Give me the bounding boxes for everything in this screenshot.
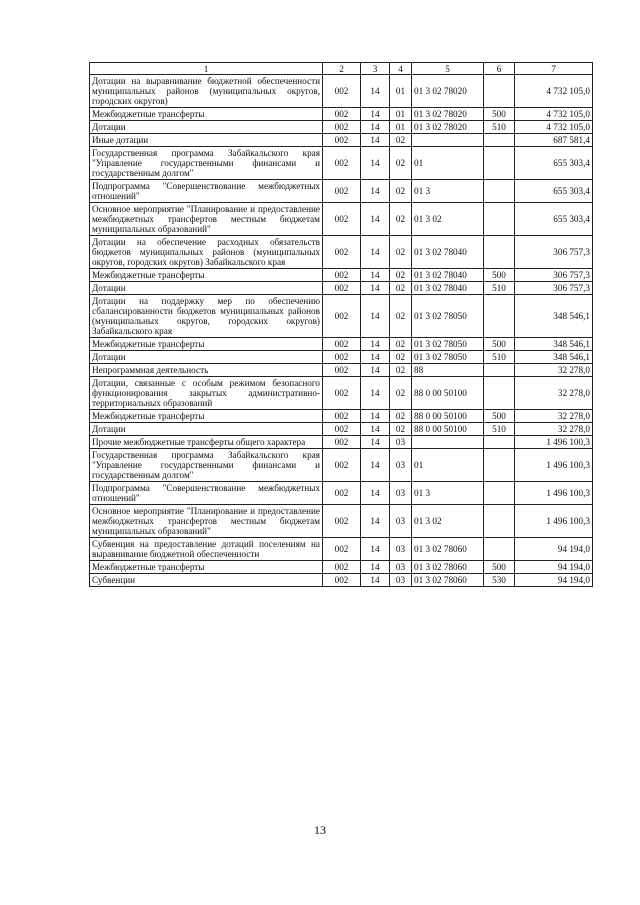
row-name-cell: Подпрограмма "Совершенствование межбюджетных отношений": [90, 180, 323, 203]
table-row: [90, 147, 593, 180]
expense-type-cell: 510: [484, 121, 515, 134]
target-article-cell: 01 3 02 78060: [412, 574, 484, 587]
table-header-row: [90, 63, 593, 75]
section-code-cell: 14: [361, 75, 390, 108]
row-name-cell: Дотации на обеспечение расходных обязательств бюджетов муниципальных районов (муниципальных округов, городских округов) Забайкальского края: [90, 236, 323, 269]
admin-code-cell: 002: [323, 505, 361, 538]
table-row: [90, 574, 593, 587]
expense-type-cell: [484, 147, 515, 180]
table-row: [90, 449, 593, 482]
section-code-cell: 14: [361, 180, 390, 203]
table-row: [90, 269, 593, 282]
admin-code-cell: 002: [323, 180, 361, 203]
subsection-code-cell: 02: [390, 377, 412, 410]
section-code-cell: 14: [361, 574, 390, 587]
target-article-cell: [412, 436, 484, 449]
target-article-cell: 88: [412, 364, 484, 377]
admin-code-cell: 002: [323, 121, 361, 134]
section-code-cell: 14: [361, 269, 390, 282]
section-code-cell: 14: [361, 538, 390, 561]
subsection-code-cell: 03: [390, 561, 412, 574]
admin-code-cell: 002: [323, 338, 361, 351]
amount-cell: 687 581,4: [515, 134, 593, 147]
amount-cell: 32 278,0: [515, 410, 593, 423]
amount-cell: 1 496 100,3: [515, 436, 593, 449]
table-row: [90, 364, 593, 377]
table-row: [90, 203, 593, 236]
section-code-cell: 14: [361, 436, 390, 449]
expense-type-cell: 500: [484, 108, 515, 121]
column-header: 5: [412, 63, 484, 75]
table-row: [90, 482, 593, 505]
subsection-code-cell: 01: [390, 121, 412, 134]
expense-type-cell: 510: [484, 351, 515, 364]
column-header: 2: [323, 63, 361, 75]
row-name-cell: Государственная программа Забайкальского края "Управление государственными финансами и государственным долгом": [90, 449, 323, 482]
section-code-cell: 14: [361, 108, 390, 121]
row-name-cell: Основное мероприятие "Планирование и предоставление межбюджетных трансфертов местным бюджетам муниципальных образований": [90, 203, 323, 236]
row-name-cell: Непрограммная деятельность: [90, 364, 323, 377]
section-code-cell: 14: [361, 282, 390, 295]
target-article-cell: 01 3 02 78040: [412, 236, 484, 269]
table-row: [90, 282, 593, 295]
expense-type-cell: [484, 203, 515, 236]
subsection-code-cell: 02: [390, 338, 412, 351]
column-header: 1: [90, 63, 323, 75]
table-row: [90, 338, 593, 351]
table-row: [90, 538, 593, 561]
section-code-cell: 14: [361, 203, 390, 236]
admin-code-cell: 002: [323, 147, 361, 180]
subsection-code-cell: 02: [390, 364, 412, 377]
admin-code-cell: 002: [323, 436, 361, 449]
amount-cell: 1 496 100,3: [515, 449, 593, 482]
table-body: [90, 75, 593, 587]
admin-code-cell: 002: [323, 134, 361, 147]
section-code-cell: 14: [361, 505, 390, 538]
admin-code-cell: 002: [323, 410, 361, 423]
section-code-cell: 14: [361, 410, 390, 423]
section-code-cell: 14: [361, 482, 390, 505]
expense-type-cell: [484, 134, 515, 147]
target-article-cell: 01 3 02: [412, 505, 484, 538]
amount-cell: 32 278,0: [515, 423, 593, 436]
amount-cell: 32 278,0: [515, 364, 593, 377]
target-article-cell: 01 3 02 78050: [412, 351, 484, 364]
subsection-code-cell: 01: [390, 108, 412, 121]
table-row: [90, 561, 593, 574]
target-article-cell: 01 3: [412, 482, 484, 505]
section-code-cell: 14: [361, 338, 390, 351]
expense-type-cell: 530: [484, 574, 515, 587]
admin-code-cell: 002: [323, 203, 361, 236]
admin-code-cell: 002: [323, 269, 361, 282]
table-row: [90, 75, 593, 108]
target-article-cell: 01 3 02 78020: [412, 108, 484, 121]
target-article-cell: 01: [412, 147, 484, 180]
row-name-cell: Субвенции: [90, 574, 323, 587]
admin-code-cell: 002: [323, 574, 361, 587]
expense-type-cell: [484, 364, 515, 377]
budget-table: [89, 62, 593, 587]
row-name-cell: Дотации, связанные с особым режимом безопасного функционирования закрытых административно-территориальных образований: [90, 377, 323, 410]
subsection-code-cell: 02: [390, 147, 412, 180]
target-article-cell: 01 3 02 78040: [412, 282, 484, 295]
admin-code-cell: 002: [323, 377, 361, 410]
amount-cell: 655 303,4: [515, 180, 593, 203]
expense-type-cell: [484, 505, 515, 538]
subsection-code-cell: 02: [390, 295, 412, 338]
section-code-cell: 14: [361, 236, 390, 269]
admin-code-cell: 002: [323, 561, 361, 574]
table-row: [90, 377, 593, 410]
subsection-code-cell: 02: [390, 351, 412, 364]
row-name-cell: Дотации: [90, 121, 323, 134]
table-row: [90, 121, 593, 134]
row-name-cell: Субвенция на предоставление дотаций поселениям на выравнивание бюджетной обеспеченности: [90, 538, 323, 561]
target-article-cell: 88 0 00 50100: [412, 377, 484, 410]
subsection-code-cell: 02: [390, 269, 412, 282]
amount-cell: 655 303,4: [515, 203, 593, 236]
row-name-cell: Межбюджетные трансферты: [90, 410, 323, 423]
row-name-cell: Межбюджетные трансферты: [90, 338, 323, 351]
subsection-code-cell: 03: [390, 449, 412, 482]
amount-cell: 94 194,0: [515, 538, 593, 561]
row-name-cell: Дотации: [90, 423, 323, 436]
section-code-cell: 14: [361, 364, 390, 377]
subsection-code-cell: 02: [390, 134, 412, 147]
row-name-cell: Подпрограмма "Совершенствование межбюджетных отношений": [90, 482, 323, 505]
admin-code-cell: 002: [323, 295, 361, 338]
table-row: [90, 134, 593, 147]
target-article-cell: 01 3 02 78040: [412, 269, 484, 282]
admin-code-cell: 002: [323, 449, 361, 482]
row-name-cell: Межбюджетные трансферты: [90, 108, 323, 121]
column-header: 7: [515, 63, 593, 75]
amount-cell: 348 546,1: [515, 351, 593, 364]
target-article-cell: 01 3 02 78050: [412, 338, 484, 351]
expense-type-cell: 500: [484, 269, 515, 282]
column-header: 6: [484, 63, 515, 75]
table-row: [90, 423, 593, 436]
row-name-cell: Межбюджетные трансферты: [90, 269, 323, 282]
section-code-cell: 14: [361, 134, 390, 147]
table-row: [90, 236, 593, 269]
admin-code-cell: 002: [323, 108, 361, 121]
row-name-cell: Государственная программа Забайкальского края "Управление государственными финансами и государственным долгом": [90, 147, 323, 180]
target-article-cell: 01 3 02 78060: [412, 538, 484, 561]
admin-code-cell: 002: [323, 236, 361, 269]
admin-code-cell: 002: [323, 423, 361, 436]
admin-code-cell: 002: [323, 482, 361, 505]
expense-type-cell: 510: [484, 282, 515, 295]
table-row: [90, 180, 593, 203]
table-row: [90, 295, 593, 338]
subsection-code-cell: 02: [390, 423, 412, 436]
expense-type-cell: [484, 482, 515, 505]
expense-type-cell: [484, 449, 515, 482]
table-row: [90, 436, 593, 449]
expense-type-cell: 500: [484, 338, 515, 351]
row-name-cell: Дотации: [90, 351, 323, 364]
target-article-cell: 88 0 00 50100: [412, 410, 484, 423]
target-article-cell: [412, 134, 484, 147]
subsection-code-cell: 02: [390, 180, 412, 203]
target-article-cell: 01 3 02 78020: [412, 121, 484, 134]
row-name-cell: Межбюджетные трансферты: [90, 561, 323, 574]
subsection-code-cell: 02: [390, 203, 412, 236]
table-row: [90, 410, 593, 423]
row-name-cell: Дотации на поддержку мер по обеспечению сбалансированности бюджетов муниципальных районов (муниципальных округов, городских округов) Забайкальского края: [90, 295, 323, 338]
subsection-code-cell: 03: [390, 505, 412, 538]
section-code-cell: 14: [361, 295, 390, 338]
expense-type-cell: 510: [484, 423, 515, 436]
amount-cell: 1 496 100,3: [515, 505, 593, 538]
target-article-cell: 01 3 02: [412, 203, 484, 236]
target-article-cell: 01 3 02 78020: [412, 75, 484, 108]
admin-code-cell: 002: [323, 282, 361, 295]
amount-cell: 306 757,3: [515, 269, 593, 282]
amount-cell: 32 278,0: [515, 377, 593, 410]
subsection-code-cell: 02: [390, 410, 412, 423]
admin-code-cell: 002: [323, 364, 361, 377]
subsection-code-cell: 02: [390, 282, 412, 295]
subsection-code-cell: 03: [390, 574, 412, 587]
section-code-cell: 14: [361, 121, 390, 134]
target-article-cell: 01 3: [412, 180, 484, 203]
expense-type-cell: [484, 236, 515, 269]
section-code-cell: 14: [361, 561, 390, 574]
column-header: 3: [361, 63, 390, 75]
expense-type-cell: [484, 295, 515, 338]
target-article-cell: 01 3 02 78050: [412, 295, 484, 338]
amount-cell: 4 732 105,0: [515, 121, 593, 134]
subsection-code-cell: 03: [390, 482, 412, 505]
expense-type-cell: [484, 180, 515, 203]
amount-cell: 655 303,4: [515, 147, 593, 180]
row-name-cell: Прочие межбюджетные трансферты общего характера: [90, 436, 323, 449]
amount-cell: 348 546,1: [515, 338, 593, 351]
target-article-cell: 01: [412, 449, 484, 482]
expense-type-cell: 500: [484, 561, 515, 574]
expense-type-cell: [484, 75, 515, 108]
amount-cell: 4 732 105,0: [515, 108, 593, 121]
target-article-cell: 88 0 00 50100: [412, 423, 484, 436]
column-header: 4: [390, 63, 412, 75]
row-name-cell: Основное мероприятие "Планирование и предоставление межбюджетных трансфертов местным бюджетам муниципальных образований": [90, 505, 323, 538]
amount-cell: 306 757,3: [515, 282, 593, 295]
admin-code-cell: 002: [323, 75, 361, 108]
section-code-cell: 14: [361, 351, 390, 364]
table-row: [90, 351, 593, 364]
expense-type-cell: [484, 377, 515, 410]
admin-code-cell: 002: [323, 351, 361, 364]
section-code-cell: 14: [361, 423, 390, 436]
expense-type-cell: 500: [484, 410, 515, 423]
section-code-cell: 14: [361, 449, 390, 482]
amount-cell: 306 757,3: [515, 236, 593, 269]
target-article-cell: 01 3 02 78060: [412, 561, 484, 574]
subsection-code-cell: 01: [390, 75, 412, 108]
subsection-code-cell: 02: [390, 236, 412, 269]
row-name-cell: Иные дотации: [90, 134, 323, 147]
row-name-cell: Дотации на выравнивание бюджетной обеспеченности муниципальных районов (муниципальных округов, городских округов): [90, 75, 323, 108]
amount-cell: 1 496 100,3: [515, 482, 593, 505]
table-row: [90, 505, 593, 538]
subsection-code-cell: 03: [390, 538, 412, 561]
amount-cell: 348 546,1: [515, 295, 593, 338]
amount-cell: 4 732 105,0: [515, 75, 593, 108]
expense-type-cell: [484, 436, 515, 449]
expense-type-cell: [484, 538, 515, 561]
row-name-cell: Дотации: [90, 282, 323, 295]
amount-cell: 94 194,0: [515, 574, 593, 587]
page-number: 13: [314, 823, 326, 837]
amount-cell: 94 194,0: [515, 561, 593, 574]
section-code-cell: 14: [361, 147, 390, 180]
table-row: [90, 108, 593, 121]
admin-code-cell: 002: [323, 538, 361, 561]
section-code-cell: 14: [361, 377, 390, 410]
subsection-code-cell: 03: [390, 436, 412, 449]
